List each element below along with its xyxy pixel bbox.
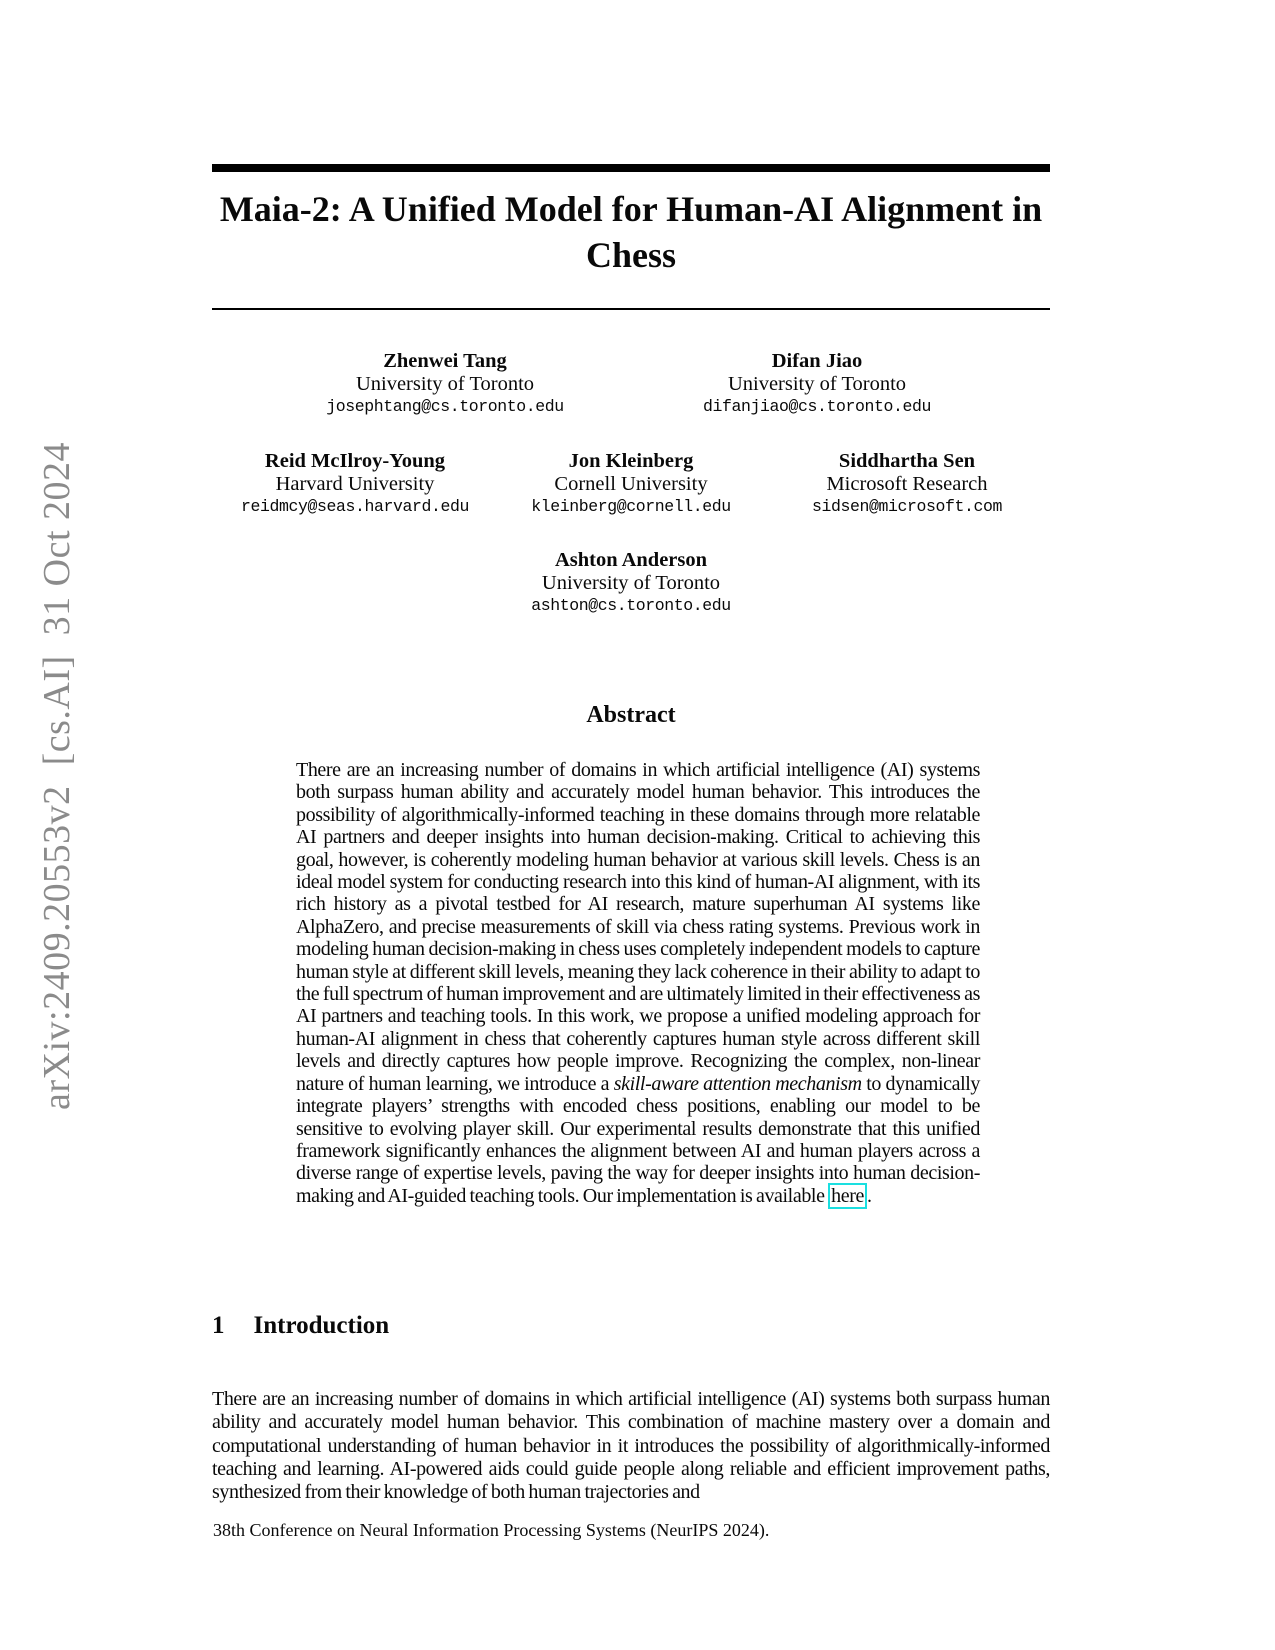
author-email: josephtang@cs.toronto.edu xyxy=(326,397,564,416)
author-email: ashton@cs.toronto.edu xyxy=(531,596,731,615)
paper-title xyxy=(212,186,1050,278)
author-name: Jon Kleinberg xyxy=(568,450,694,472)
author-card xyxy=(305,350,585,418)
author-card xyxy=(677,350,957,418)
author-affiliation: University of Toronto xyxy=(355,373,535,395)
author-row-2 xyxy=(212,450,1050,518)
abstract-italic-phrase: skill-aware attention mechanism xyxy=(613,1072,862,1095)
paper-title-line1: Maia-2: A Unified Model for Human-AI Alignment in xyxy=(219,189,1043,229)
author-affiliation: Cornell University xyxy=(554,473,708,495)
author-name: Siddhartha Sen xyxy=(838,450,976,472)
section-title: Introduction xyxy=(253,1312,390,1339)
author-card xyxy=(230,450,480,518)
abstract-part3: . xyxy=(866,1184,872,1207)
section-1-heading xyxy=(212,1312,389,1340)
section-number: 1 xyxy=(212,1312,225,1339)
author-email: difanjiao@cs.toronto.edu xyxy=(702,397,932,416)
abstract-heading: Abstract xyxy=(586,702,676,728)
author-affiliation: University of Toronto xyxy=(727,373,907,395)
introduction-paragraph: There are an increasing number of domains in which artificial intelligence (AI) systems both surpass human ability and accurately model human behavior. This combination of machine mastery over a domain and computational understanding of human behavior in it introduces the possibility of algorithmically-informed teaching and learning. AI-powered aids could guide people along reliable and efficient improvement paths, synthesized from their knowledge of both human trajectories and xyxy=(212,1388,1050,1504)
author-row-3 xyxy=(212,549,1050,617)
author-affiliation: Microsoft Research xyxy=(826,473,988,495)
author-card xyxy=(782,450,1032,518)
author-name: Difan Jiao xyxy=(771,350,863,372)
paper-title-line2: Chess xyxy=(585,235,677,275)
title-rule-top xyxy=(212,164,1050,172)
abstract-text xyxy=(296,759,980,1207)
author-row-1 xyxy=(212,350,1050,418)
abstract-part2: to dynamically integrate players’ strengths with encoded chess positions, enabling our model to be sensitive to evolving player skill. Our experimental results demonstrate that this unified framework significantly enhances the alignment between AI and human players across a diverse range of expertise levels, paving the way for deeper insights into human decision-making and AI-guided teaching tools. Our implementation is available xyxy=(296,1072,981,1207)
title-rule-bottom xyxy=(212,308,1050,310)
author-name: Zhenwei Tang xyxy=(383,350,507,372)
author-email: reidmcy@seas.harvard.edu xyxy=(240,497,470,516)
author-affiliation: University of Toronto xyxy=(541,572,721,594)
author-name: Ashton Anderson xyxy=(554,549,708,571)
author-email: kleinberg@cornell.edu xyxy=(531,497,731,516)
author-name: Reid McIlroy-Young xyxy=(264,450,446,472)
author-card xyxy=(506,450,756,518)
abstract-part1: There are an increasing number of domains in which artificial intelligence (AI) systems both surpass human ability and accurately model human behavior. This introduces the possibility of algorithmically-informed teaching in these domains through more relatable AI partners and deeper insights into human decision-making. Critical to achieving this goal, however, is coherently modeling human behavior at various skill levels. Chess is an ideal model system for conducting research into this kind of human-AI alignment, with its rich history as a pivotal testbed for AI research, mature superhuman AI systems like AlphaZero, and precise measurements of skill via chess rating systems. Previous work in modeling human decision-making in chess uses completely independent models to capture human style at different skill levels, meaning they lack coherence in their ability to adapt to the full spectrum of human improvement and are ultimately limited in their effectiveness as AI partners and teaching tools. In this work, we propose a unified modeling approach for human-AI alignment in chess that coherently captures human style across different skill levels and directly captures how people improve. Recognizing the complex, non-linear nature of human learning, we introduce a xyxy=(296,759,980,1095)
author-card xyxy=(531,549,731,617)
author-email: sidsen@microsoft.com xyxy=(811,497,1003,516)
arxiv-watermark: arXiv:2409.20553v2 [cs.AI] 31 Oct 2024 xyxy=(36,441,78,1111)
author-affiliation: Harvard University xyxy=(275,473,435,495)
implementation-link[interactable]: here xyxy=(828,1183,867,1209)
conference-footnote: 38th Conference on Neural Information Processing Systems (NeurIPS 2024). xyxy=(213,1520,770,1540)
